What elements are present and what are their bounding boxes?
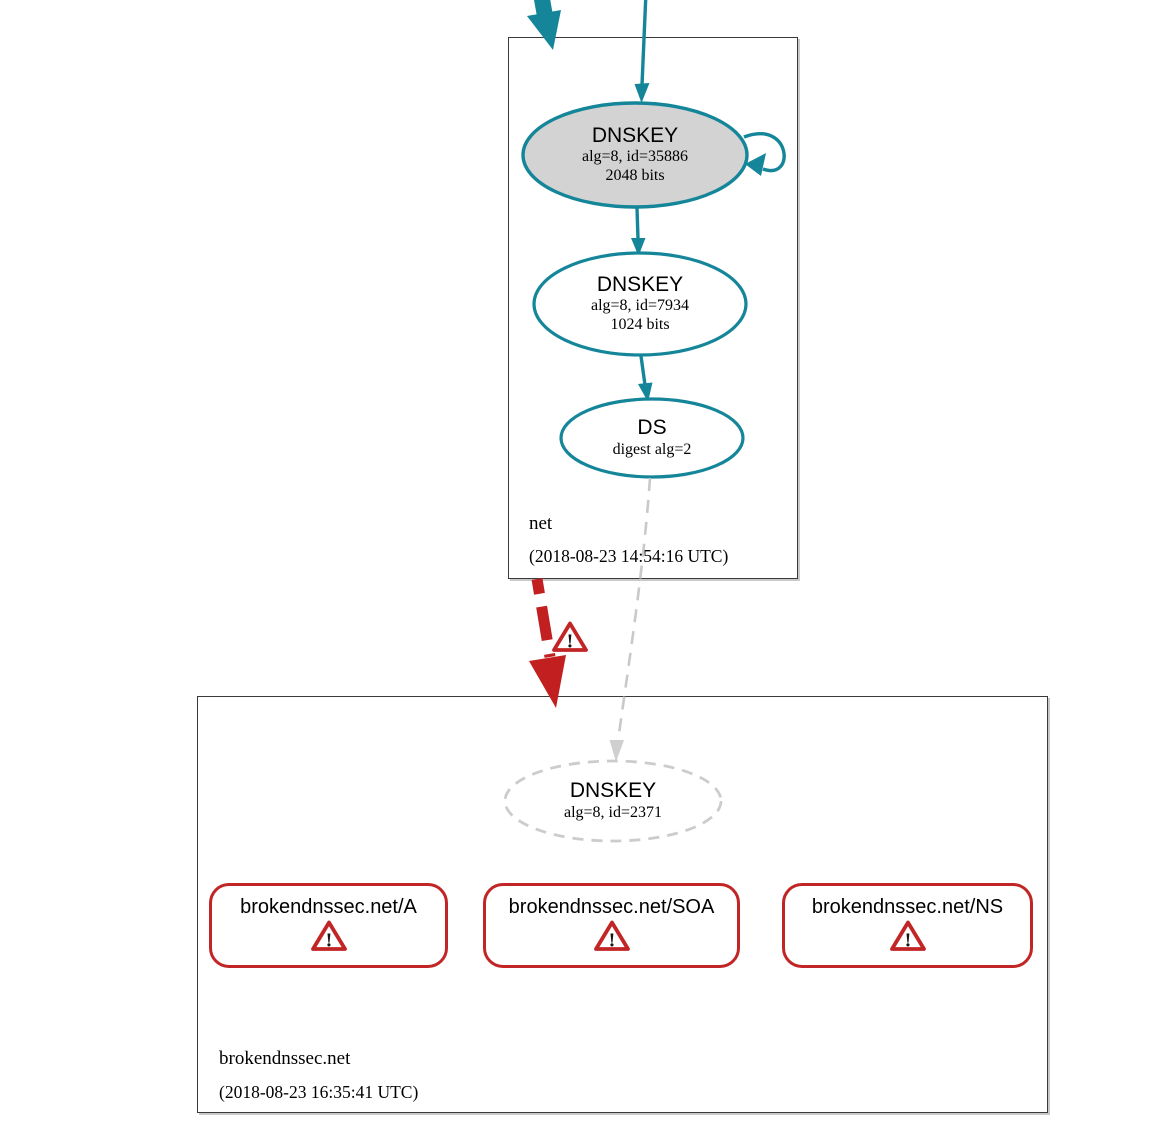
node-net-ds-ellipse[interactable] xyxy=(561,399,743,477)
edge-ds-to-broken-dnskey-arrowhead xyxy=(610,740,625,762)
node-broken-dnskey-ellipse[interactable] xyxy=(505,761,721,841)
key-size-text: 2048 bits xyxy=(605,167,665,185)
key-params-text: alg=8, id=7934 xyxy=(590,297,690,315)
zone-name-brokendnssec: brokendnssec.net xyxy=(219,1048,351,1069)
rrtype-text: DNSKEY xyxy=(569,779,657,803)
warning-icon xyxy=(890,920,926,952)
warning-exclamation: ! xyxy=(566,630,574,653)
zone-timestamp-brokendnssec: (2018-08-23 16:35:41 UTC) xyxy=(219,1082,419,1102)
edge-parent-to-ksk xyxy=(642,0,646,85)
warning-icon xyxy=(311,920,347,952)
key-params-text: alg=8, id=35886 xyxy=(581,148,689,166)
edge-ds-to-broken-dnskey xyxy=(618,478,650,741)
rrset-label: brokendnssec.net/NS xyxy=(811,896,1004,918)
node-net-ksk-ellipse[interactable] xyxy=(523,103,747,207)
rrset-label: brokendnssec.net/SOA xyxy=(508,896,715,918)
key-params-text: alg=8, id=2371 xyxy=(563,803,663,821)
key-size-text: 1024 bits xyxy=(610,316,670,334)
warning-exclamation: ! xyxy=(325,929,332,952)
warning-icon xyxy=(552,621,588,653)
edge-parent-thick-arrowhead xyxy=(527,10,561,50)
edge-ksk-to-zsk xyxy=(637,208,638,239)
rrset-box-soa[interactable] xyxy=(483,883,740,968)
edge-parent-to-ksk-arrowhead xyxy=(635,83,650,103)
zone-timestamp-net: (2018-08-23 14:54:16 UTC) xyxy=(529,546,729,566)
rrset-box-ns[interactable] xyxy=(782,883,1033,968)
ds-params-text: digest alg=2 xyxy=(612,440,692,458)
rrset-box-a[interactable] xyxy=(209,883,448,968)
rrtype-text: DNSKEY xyxy=(591,124,679,148)
rrtype-text: DS xyxy=(637,416,667,440)
warning-exclamation: ! xyxy=(608,929,615,952)
rrset-label: brokendnssec.net/A xyxy=(240,896,417,918)
warning-exclamation: ! xyxy=(904,929,911,952)
edge-zsk-to-ds xyxy=(641,356,645,385)
zone-name-net: net xyxy=(529,513,553,534)
warning-icon xyxy=(594,920,630,952)
edge-bogus-delegation xyxy=(537,579,550,657)
node-net-zsk-ellipse[interactable] xyxy=(534,253,746,355)
rrtype-text: DNSKEY xyxy=(596,273,684,297)
edge-bogus-delegation-arrowhead xyxy=(529,655,566,708)
